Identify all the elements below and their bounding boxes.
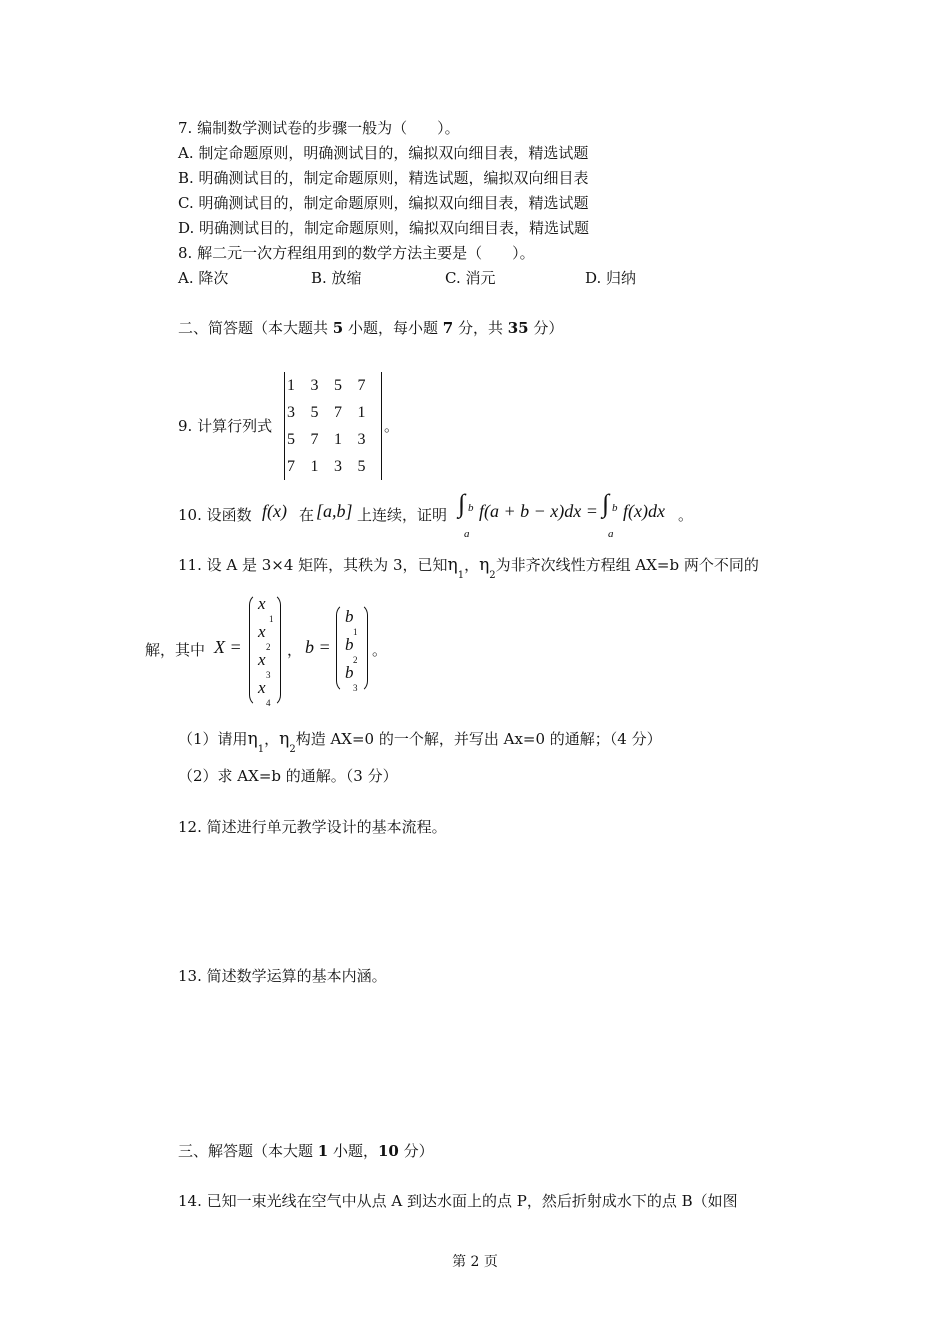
det-cell: 3 [357,430,366,448]
q12-text: 12. 简述进行单元教学设计的基本流程。 [178,818,447,836]
det-cell: 5 [357,457,366,475]
q11-eta1-sub: 1 [457,570,465,581]
q9-end: 。 [384,417,400,435]
q14-text: 14. 已知一束光线在空气中从点 A 到达水面上的点 P，然后折射成水下的点 B（如图 [178,1192,738,1210]
x-vector-sub: 4 [266,698,271,708]
q11-line1 [178,555,759,581]
x-vector-item: x [258,678,266,697]
section2-count: 5 [332,319,344,337]
q11-comma: ， [464,556,480,574]
q11-part2: （2）求 AX=b 的通解。（3 分） [178,767,398,785]
q11-eta2-sub: 2 [489,570,496,581]
q11-part1-pre: （1）请用 [178,730,248,748]
section3-heading [178,1141,434,1161]
q10-lower-1: a [464,528,470,540]
q10-fx: f(x) [262,501,287,521]
det-cell: 1 [287,376,295,394]
det-cell: 3 [310,376,319,394]
section3-total: 10 [378,1142,399,1160]
q10-cont: 上连续，证明 [357,506,448,524]
q11-eta1: η [447,555,458,575]
det-cell: 7 [287,457,295,475]
q11-part1-post: 构造 AX=0 的一个解，并写出 Ax=0 的通解；（4 分） [295,730,662,748]
det-cell: 3 [287,403,295,421]
det-cell: 1 [334,430,342,448]
det-cell: 1 [310,457,319,475]
x-vector-item: x [258,650,266,669]
q11-line2-pre: 解，其中 [145,641,206,659]
section2-pre: 二、简答题（本大题共 [178,319,333,337]
b-vector-item: b [345,635,354,654]
integral-sign-1: ∫ [458,489,466,518]
det-cell: 1 [357,403,366,421]
q13-text: 13. 简述数学运算的基本内涵。 [178,967,387,985]
q10-end: 。 [678,506,694,524]
q11-part1-eta2: η [279,729,290,749]
q11-eta2: η [479,555,490,575]
b-vector-sub: 2 [353,655,358,665]
q8-option-a: A. 降次 [178,269,229,287]
det-cell: 5 [310,403,319,421]
q11-part1-eta1: η [247,729,258,749]
q7-option-d: D. 明确测试目的，制定命题原则，编拟双向细目表，精选试题 [178,219,590,237]
q11-sep: ， [287,641,303,659]
q9-label: 9. 计算行列式 [178,417,273,435]
page-number: 第 2 页 [452,1254,498,1270]
q10-lhs: f(a + b − x)dx = [479,501,598,521]
q11-part1 [178,729,662,755]
q8-option-c: C. 消元 [445,269,496,287]
q11-part1-comma: ， [264,730,280,748]
x-vector-sub: 2 [266,642,271,652]
q11-line1-post: 为非齐次线性方程组 AX=b 两个不同的 [495,556,759,574]
section3-mid: 小题， [328,1142,378,1160]
section2-each: 7 [442,319,454,337]
q11-b: b = [305,637,331,657]
section2-total: 35 [507,319,529,337]
b-vector-item: b [345,607,354,626]
det-cell: 7 [357,376,366,394]
b-vector-item: b [345,663,354,682]
q11-end: 。 [372,641,388,659]
q10-interval: [a,b] [316,501,353,521]
q10-rhs: f(x)dx [623,501,665,521]
x-vector-sub: 3 [266,670,271,680]
q10-upper-2: b [612,502,618,514]
q10-upper-1: b [468,502,474,514]
determinant-grid [287,372,381,480]
det-cell: 7 [310,430,319,448]
section2-mid2: 分，共 [453,319,508,337]
q7-option-b: B. 明确测试目的，制定命题原则，精选试题，编拟双向细目表 [178,169,589,187]
section3-count: 1 [317,1142,329,1160]
q8-option-d: D. 归纳 [585,269,637,287]
q7-option-c: C. 明确测试目的，制定命题原则，编拟双向细目表，精选试题 [178,194,589,212]
determinant [284,372,382,480]
det-cell: 3 [334,457,342,475]
q8-option-b: B. 放缩 [311,269,362,287]
q7-stem: 7. 编制数学测试卷的步骤一般为（ ）。 [178,119,460,137]
q11-part1-eta1-sub: 1 [257,744,265,755]
x-vector-item: x [258,594,266,613]
integral-sign-2: ∫ [602,489,610,518]
det-cell: 5 [334,376,342,394]
q11-X: X = [214,637,242,657]
q11-line1-pre: 11. 设 A 是 3×4 矩阵，其秩为 3，已知 [178,556,448,574]
q10-pre: 10. 设函数 [178,506,252,524]
b-vector-sub: 3 [353,683,358,693]
q8-stem: 8. 解二元一次方程组用到的数学方法主要是（ ）。 [178,244,535,262]
q7-option-a: A. 制定命题原则，明确测试目的，编拟双向细目表，精选试题 [178,144,589,162]
b-vector-sub: 1 [353,627,358,637]
q10-lower-2: a [608,528,614,540]
section2-mid1: 小题，每小题 [343,319,443,337]
det-cell: 7 [334,403,342,421]
q10-in: 在 [299,506,315,524]
det-cell: 5 [287,430,295,448]
section3-post: 分） [398,1142,434,1160]
x-vector-item: x [258,622,266,641]
section2-post: 分） [528,319,564,337]
section3-pre: 三、解答题（本大题 [178,1142,318,1160]
section2-heading [178,318,563,338]
x-vector-sub: 1 [269,614,274,624]
q11-part1-eta2-sub: 2 [289,744,296,755]
